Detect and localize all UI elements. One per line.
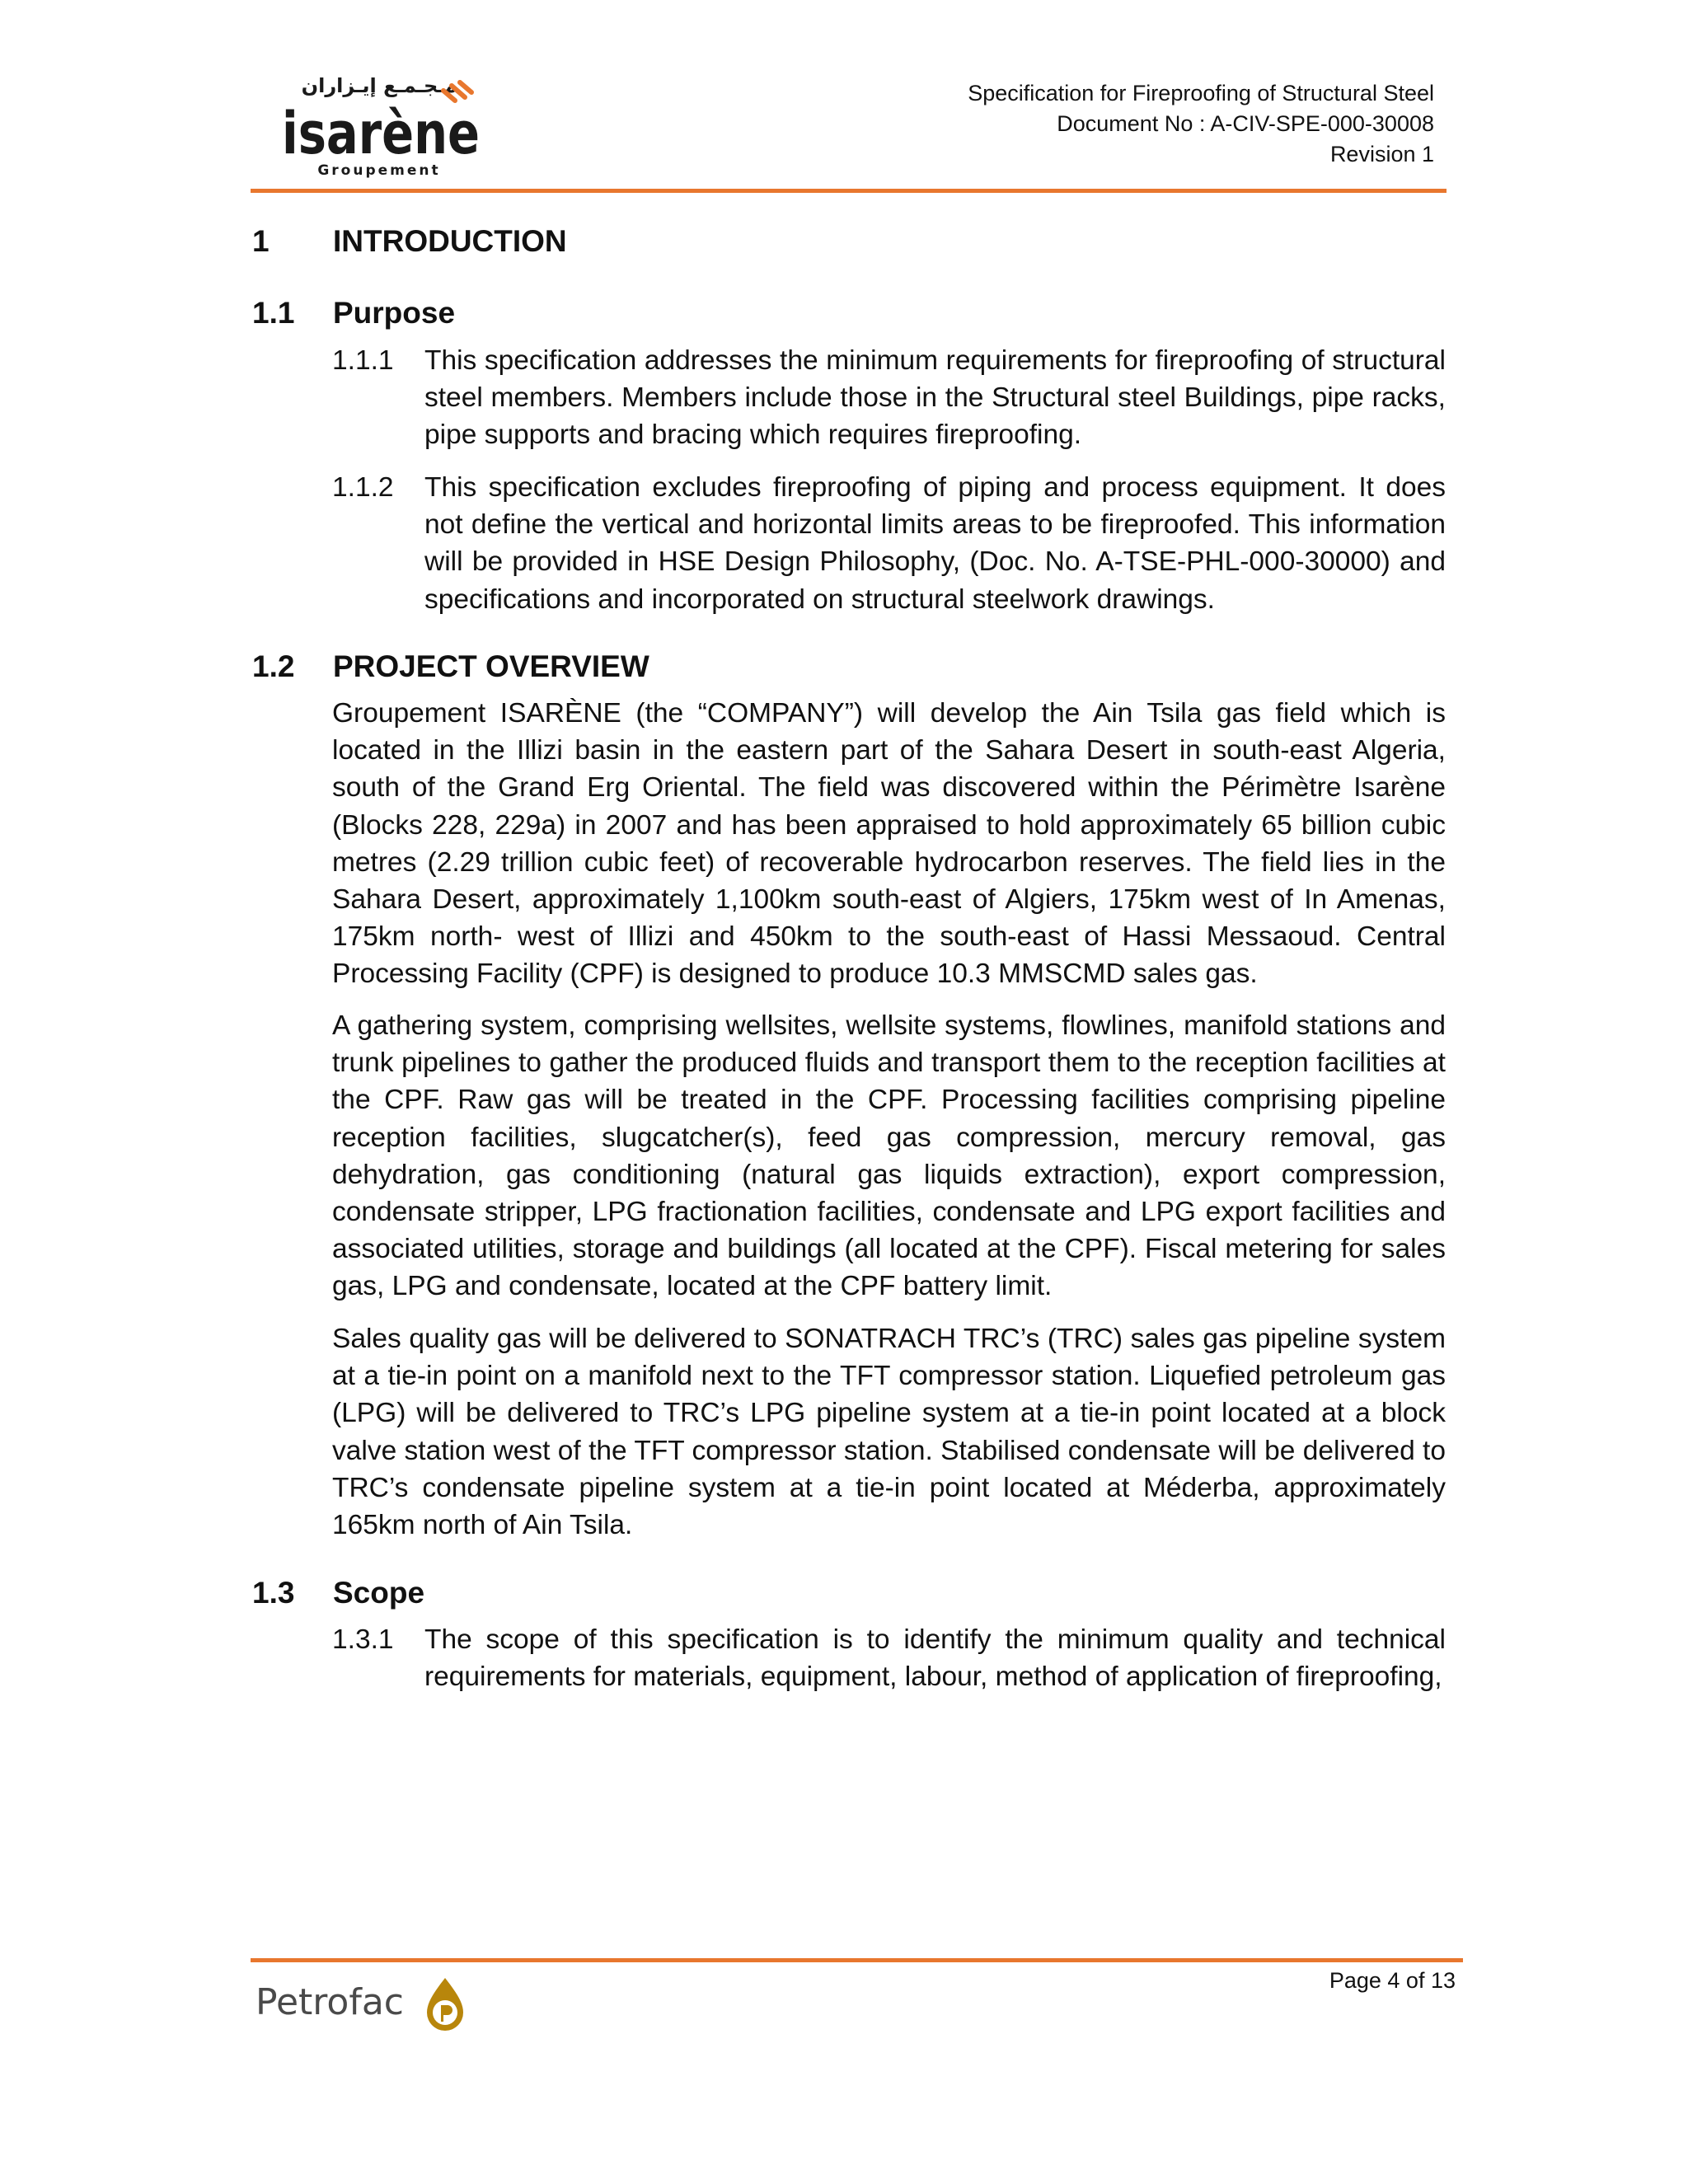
section-number: 1.2 [252,649,295,683]
clause-1-3-1 [332,1621,1446,1695]
petrofac-wordmark: Petrofac [256,1981,404,2023]
isarene-groupement-logo [280,73,486,180]
logo-wordmark: isarène [282,100,480,167]
clause-number: 1.1.2 [332,472,394,503]
logo-arabic-text: مـجـمـع إيـزاران [301,74,457,97]
header-document-number: Document No : A-CIV-SPE-000-30008 [1057,111,1434,136]
section-title: Purpose [333,296,456,330]
section-title: PROJECT OVERVIEW [333,649,649,683]
section-number: 1.3 [252,1576,295,1610]
clause-1-1-2 [332,469,1446,618]
header-document-title: Specification for Fireproofing of Structural Steel [968,81,1434,105]
clause-text: The scope of this specification is to identify the minimum quality and technical requirements for materials, equipment, labour, method of application of fireproofing, [424,1624,1446,1693]
clause-text: This specification addresses the minimum requirements for fireproofing of structural steel members. Members include those in the Structural steel Buildings, pipe racks, pipe supports and bracing which requires fireproofing. [424,345,1446,451]
clause-number: 1.3.1 [332,1624,394,1655]
overview-paragraph-1: Groupement ISARÈNE (the “COMPANY”) will develop the Ain Tsila gas field which is located in the Illizi basin in the eastern part of the Sahara Desert in south-east Algeria, south of the Grand Erg Oriental. The field was discovered within the Périmètre Isarène (Blocks 228, 229a) in 2007 and has been appraised to hold approximately 65 billion cubic metres (2.29 trillion cubic feet) of recoverable hydrocarbon reserves. The field lies in the Sahara Desert, approximately 1,100km south-east of Algiers, 175km west of In Amenas, 175km north- west of Illizi and 450km to the south-east of Hassi Messaoud. Central Processing Facility (CPF) is designed to produce 10.3 MMSCMD sales gas. [332,698,1446,990]
section-number: 1 [252,224,270,258]
overview-paragraph-2: A gathering system, comprising wellsites, wellsite systems, flowlines, manifold stations and trunk pipelines to gather the produced fluids and transport them to the reception facilities at the CPF. Raw gas will be treated in the CPF. Processing facilities comprising pipeline reception facilities, slugcatcher(s), feed gas compression, mercury removal, gas dehydration, gas conditioning (natural gas liquids extraction), export compression, condensate stripper, LPG fractionation facilities, condensate and LPG export facilities and associated utilities, storage and buildings (all located at the CPF). Fiscal metering for sales gas, LPG and condensate, located at the CPF battery limit. [332,1010,1446,1302]
petrofac-logo [254,1968,468,2034]
clause-text: This specification excludes fireproofing of piping and process equipment. It does not define the vertical and horizontal limits areas to be fireproofed. This information will be provided in HSE Design Philosophy, (Doc. No. A-TSE-PHL-000-30000) and specifications and incorporated on structural steelwork drawings. [424,472,1446,615]
section-title: INTRODUCTION [333,224,567,258]
overview-paragraph-3: Sales quality gas will be delivered to SONATRACH TRC’s (TRC) sales gas pipeline system at a tie-in point on a manifold next to the TFT compressor station. Liquefied petroleum gas (LPG) will be delivered to TRC’s LPG pipeline system at a tie-in point located at a block valve station west of the TFT compressor station. Stabilised condensate will be delivered to TRC’s condensate pipeline system at a tie-in point located at Méderba, approximately 165km north of Ain Tsila. [332,1324,1446,1541]
footer-divider [251,1958,1463,1962]
header-divider [251,189,1447,193]
section-number: 1.1 [252,296,295,330]
section-title: Scope [333,1576,425,1610]
page-number: Page 4 of 13 [1329,1968,1456,1993]
clause-number: 1.1.1 [332,345,394,376]
header-revision: Revision 1 [1329,142,1434,166]
logo-subtitle: Groupement [317,162,441,179]
clause-1-1-1 [332,342,1446,454]
